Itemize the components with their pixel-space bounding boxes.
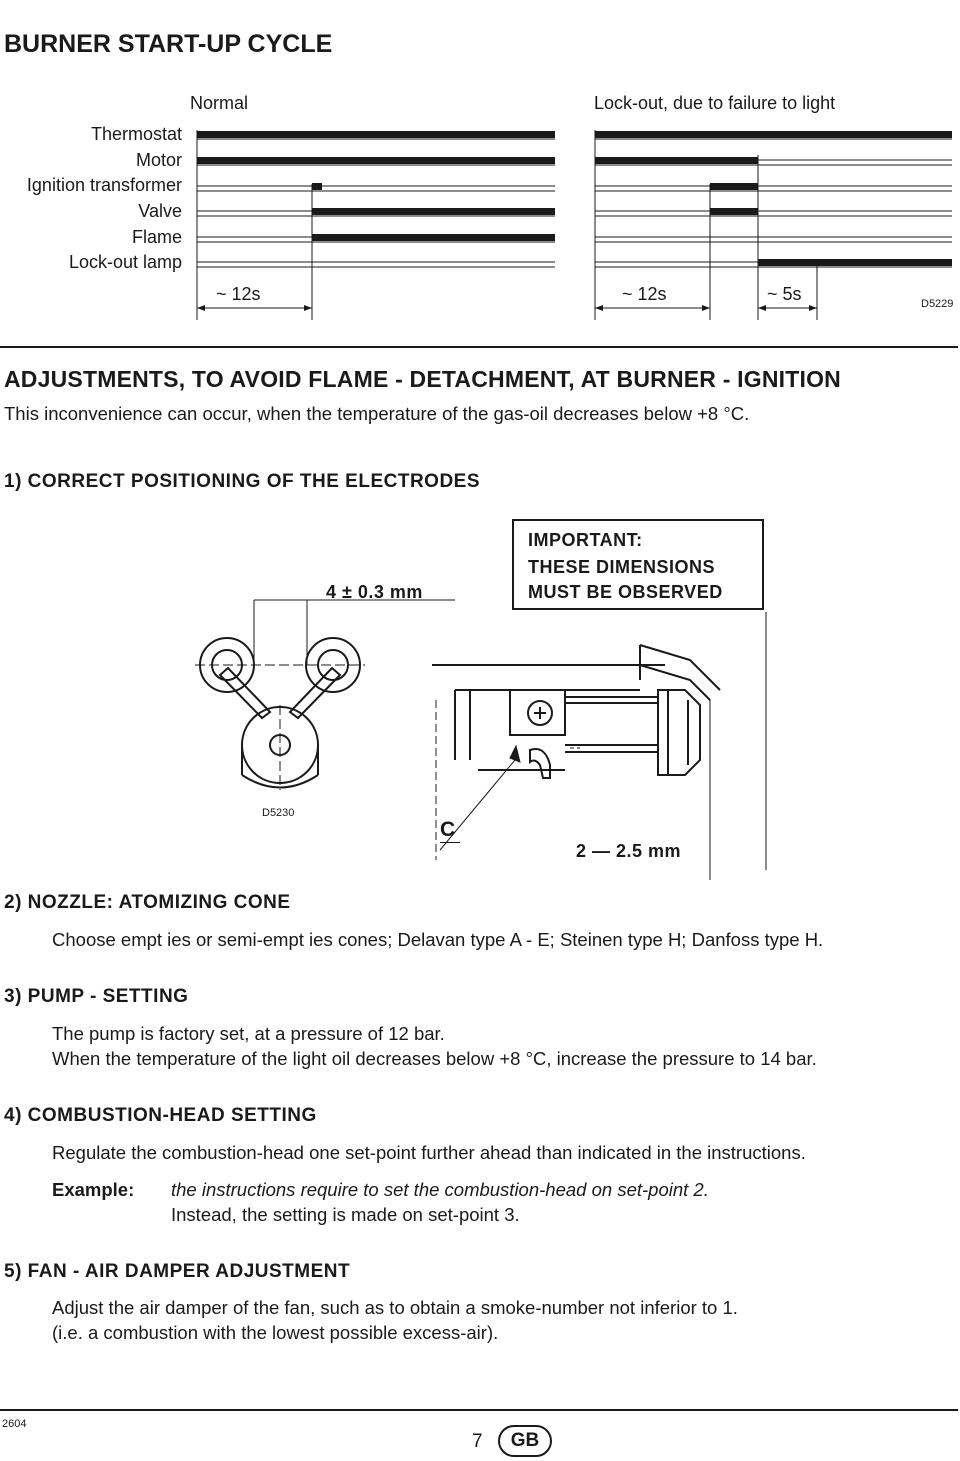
section-2-heading: 2) NOZZLE: ATOMIZING CONE (4, 892, 291, 913)
section-5-line-1: Adjust the air damper of the fan, such as to obtain a smoke-number not inferior to 1. (52, 1297, 738, 1318)
lockout-time-label-2: ~ 5s (767, 284, 802, 304)
section-4-example-line-1: the instructions require to set the combustion-head on set-point 2. (171, 1179, 709, 1200)
important-line-1: IMPORTANT: (528, 530, 643, 550)
section-2-text: Choose empt ies or semi-empt ies cones; Delavan type A - E; Steinen type H; Danfoss type H. (52, 929, 824, 950)
language-badge: GB (498, 1425, 552, 1457)
row-label-ignition-transformer: Ignition transformer (26, 175, 182, 195)
normal-time-label: ~ 12s (216, 284, 261, 304)
section-5-heading: 5) FAN - AIR DAMPER ADJUSTMENT (4, 1261, 351, 1282)
section-3-line-2: When the temperature of the light oil decreases below +8 °C, increase the pressure to 14 bar. (52, 1048, 817, 1069)
normal-label: Normal (190, 93, 249, 113)
section-1-heading: 1) CORRECT POSITIONING OF THE ELECTRODES (4, 471, 481, 492)
important-line-2: THESE DIMENSIONS (528, 557, 716, 577)
nozzle-tip-dimension: 2 — 2.5 mm (576, 841, 682, 861)
row-label-motor: Motor (135, 150, 182, 170)
page-title: BURNER START-UP CYCLE (4, 30, 333, 58)
row-label-lockout-lamp: Lock-out lamp (68, 252, 182, 272)
page-number: 7 (472, 1431, 483, 1452)
electrode-label-c: C (440, 818, 460, 843)
row-label-valve: Valve (138, 201, 182, 221)
adjustments-intro: This inconvenience can occur, when the temperature of the gas-oil decreases below +8 °C. (4, 403, 750, 424)
electrode-gap-dimension: 4 ± 0.3 mm (326, 582, 423, 602)
section-4-line-1: Regulate the combustion-head one set-point further ahead than indicated in the instructions. (52, 1142, 806, 1163)
section-5-line-2: (i.e. a combustion with the lowest possible excess-air). (52, 1322, 499, 1343)
section-4-example-line-2: Instead, the setting is made on set-point 3. (171, 1204, 520, 1225)
row-label-flame: Flame (131, 227, 182, 247)
footer-rule (0, 1409, 958, 1411)
section-4-heading: 4) COMBUSTION-HEAD SETTING (4, 1105, 317, 1126)
important-line-3: MUST BE OBSERVED (528, 582, 723, 602)
lockout-label: Lock-out, due to failure to light (594, 93, 836, 113)
footer-doc-code: 2604 (2, 1418, 27, 1430)
lockout-time-label-1: ~ 12s (622, 284, 667, 304)
section-3-heading: 3) PUMP - SETTING (4, 986, 189, 1007)
row-label-thermostat: Thermostat (90, 124, 182, 144)
timing-figure-code: D5229 (921, 298, 954, 310)
section-3-line-1: The pump is factory set, at a pressure of 12 bar. (52, 1023, 445, 1044)
adjustments-heading: ADJUSTMENTS, TO AVOID FLAME - DETACHMENT, AT BURNER - IGNITION (4, 366, 841, 392)
section-4-example-label: Example: (52, 1179, 135, 1200)
electrode-figure-code: D5230 (262, 807, 295, 819)
